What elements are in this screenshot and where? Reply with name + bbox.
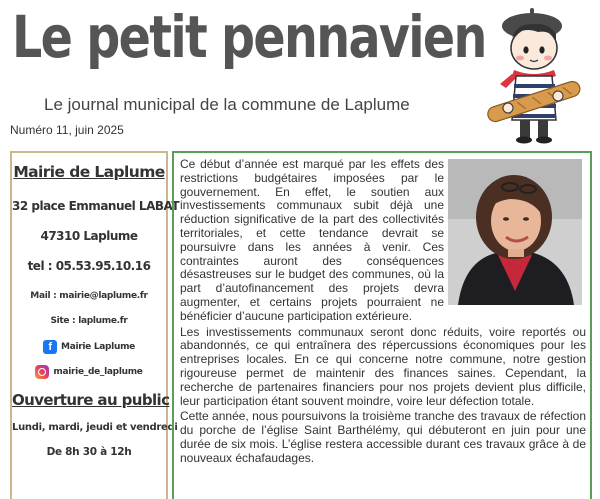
address-line1: 32 place Emmanuel LABAT — [12, 199, 180, 213]
article-paragraph-3: Cette année, nous poursuivons la troisième tranche des travaux de réfection du porche de l’église Saint Barthélémy, qui débuteront en juin pour une durée de six mois. L’église restera accessible durant ces travaux grâce à de nouveaux échafaudages. — [180, 409, 586, 465]
masthead-subtitle: Le journal municipal de la commune de Laplume — [44, 95, 410, 114]
town-hall-info-panel — [10, 151, 180, 499]
facebook-icon: f — [43, 340, 57, 354]
opening-time: De 8h 30 à 12h — [46, 446, 132, 458]
sidebar-heading: Mairie de Laplume — [13, 163, 165, 181]
instagram-icon — [35, 365, 49, 379]
opening-hours-heading: Ouverture au public — [12, 391, 170, 409]
instagram-link[interactable] — [12, 365, 166, 379]
article-body — [180, 158, 586, 466]
opening-days: Lundi, mardi, jeudi et vendredi — [12, 422, 178, 433]
phone-number: tel : 05.53.95.10.16 — [27, 259, 151, 273]
article-paragraph-1: Ce début d’année est marqué par les effets des restrictions budgétaires imposées par le gouvernement. En effet, le soutien aux investissements communaux subit déjà une réduction significative de la part des collectivités territoriales, et cette tendance devrait se poursuivre dans les années à venir. Ces contraintes auront des conséquences désastreuses sur le budget des communes, où la part d’autofinancement des projets devra augmenter, et certains projets pourraient ne bénéficier d’aucune participation extérieure. — [180, 157, 444, 323]
address-line2: 47310 Laplume — [40, 229, 138, 243]
email-address: Mail : mairie@laplume.fr — [30, 291, 148, 301]
issue-number: Numéro 11, juin 2025 — [10, 123, 124, 137]
website: Site : laplume.fr — [50, 316, 128, 326]
editorial-article — [172, 151, 592, 499]
masthead-title: Le petit pennavien — [12, 3, 486, 71]
mascot-illustration — [478, 4, 590, 144]
facebook-label: Mairie Laplume — [61, 342, 135, 352]
instagram-label: mairie_de_laplume — [53, 367, 143, 377]
facebook-link[interactable] — [12, 340, 166, 354]
article-paragraph-2: Les investissements communaux seront donc réduits, voire reportés ou abandonnés, ce qui entraînera des répercussions économiques pour les entreprises locales. En ce qui concerne notre commune, notre gestion rigoureuse permet de maintenir des finances saines. Cependant, la recherche de partenaires financiers pour nos projets devient plus difficile, leur participation étant souvent moindre, voire leur défection totale. — [180, 324, 586, 408]
